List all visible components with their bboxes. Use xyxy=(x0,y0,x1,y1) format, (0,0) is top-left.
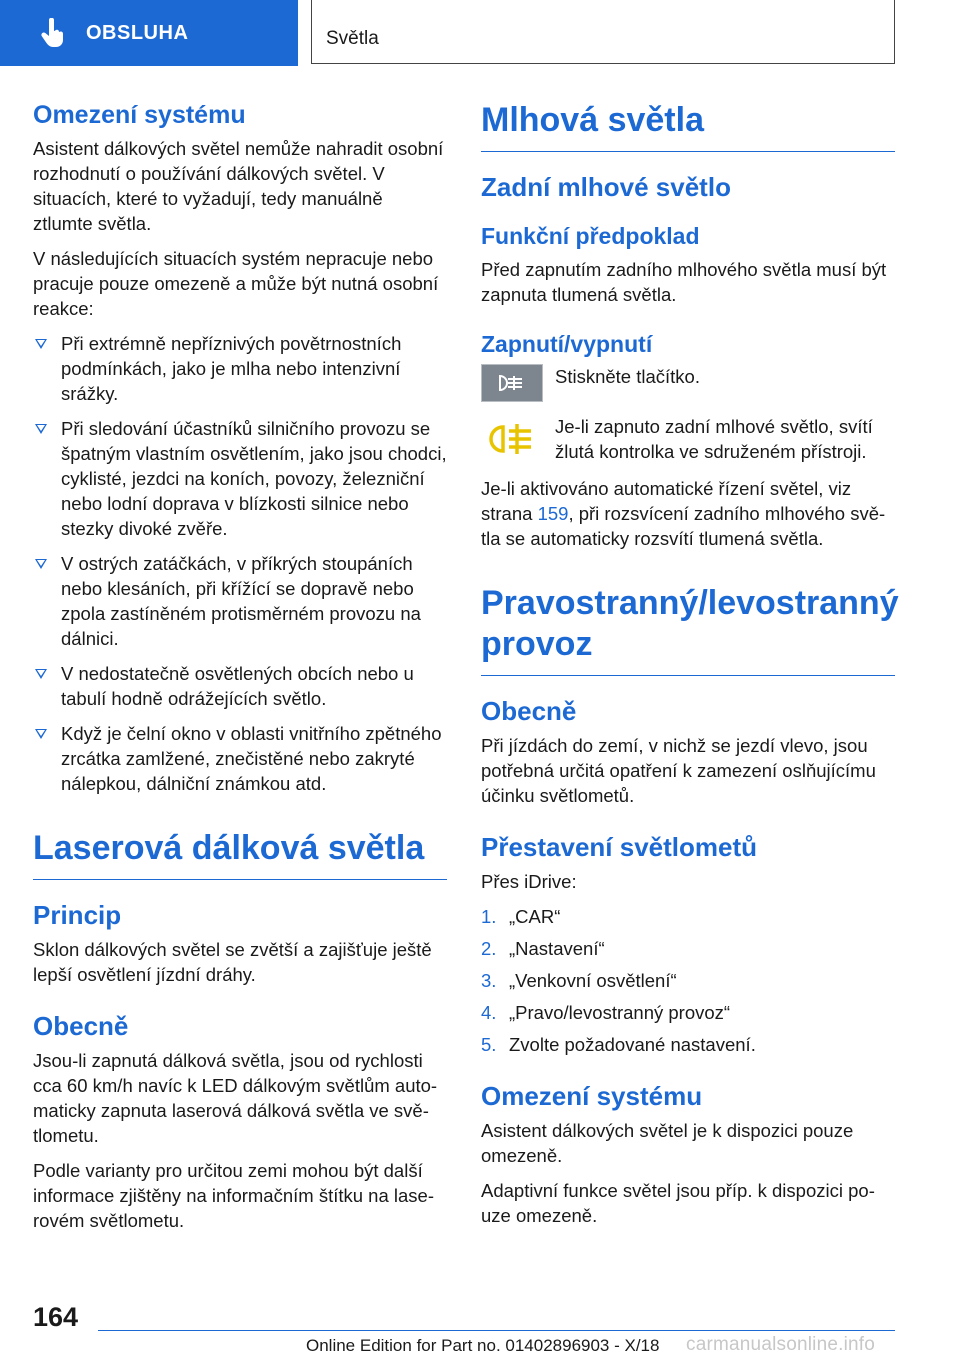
section-header-label: Světla xyxy=(326,28,379,49)
page-number: 164 xyxy=(33,1302,79,1332)
step-number: 2. xyxy=(481,938,497,960)
paragraph: Asistent dálkových světel je k dispozici pouze omezeně. xyxy=(481,1120,854,1167)
heading-laserova-svetla: Laserová dálková světla xyxy=(33,828,447,880)
paragraph-text: , při rozsvícení zadního mlhového světla se automaticky rozsvítí tlumená světla. xyxy=(481,503,886,550)
hand-pointer-icon xyxy=(40,18,66,48)
left-column xyxy=(33,100,447,1243)
rear-fog-light-icon xyxy=(492,371,532,395)
step-item xyxy=(481,1032,895,1057)
list-item-text: V ostrých zatáčkách, v příkrých stoupáních nebo klesáních, při křížící se dopravě nebo zpola zastíněném protisměrném provozu na dálnici. xyxy=(61,553,421,649)
heading-omezeni-systemu: Omezení systému xyxy=(33,101,246,129)
triangle-bullet-icon xyxy=(35,669,47,679)
heading-pravo-levostranny-provoz: Pravostranný/levostranný provoz xyxy=(481,583,895,676)
page-link-159[interactable]: 159 xyxy=(537,503,569,525)
list-item xyxy=(33,661,447,711)
heading-princip: Princip xyxy=(33,899,122,930)
list-item-text: V nedostatečně osvětlených obcích nebo u tabulí hodně odrážejících světlo. xyxy=(61,663,414,709)
right-column xyxy=(481,100,899,1238)
step-item xyxy=(481,936,895,961)
section-header xyxy=(311,0,895,64)
paragraph-text: Je-li aktivováno automatické řízení světel, viz strana xyxy=(481,478,852,525)
heading-obecne: Obecně xyxy=(481,695,577,726)
heading-funkcni-predpoklad: Funkční předpoklad xyxy=(481,222,700,249)
list-item xyxy=(33,721,447,796)
step-item xyxy=(481,904,895,929)
bullet-list xyxy=(33,331,447,796)
step-text: „Nastavení“ xyxy=(509,938,605,960)
heading-prestaveni-svetlometu: Přestavení světlometů xyxy=(481,831,758,862)
edition-text: Online Edition for Part no. 01402896903 - X/18 xyxy=(306,1336,660,1355)
steps-list xyxy=(481,904,895,1057)
triangle-bullet-icon xyxy=(35,559,47,569)
heading-omezeni-systemu: Omezení systému xyxy=(481,1081,703,1112)
rear-fog-indicator-lamp-icon xyxy=(481,414,543,464)
indicator-instruction xyxy=(481,414,895,464)
step-item xyxy=(481,968,895,993)
step-text: „Pravo/levostranný provoz“ xyxy=(509,1002,731,1024)
step-item xyxy=(481,1000,895,1025)
step-text: „CAR“ xyxy=(509,906,561,928)
paragraph: Před zapnutím zadního mlhového světla musí být zapnuta tlumená světla. xyxy=(481,258,887,305)
paragraph: Asistent dálkových světel nemůže nahradit osobní rozhodnutí o používání dálkových světel. V situacích, které to vyžadují, tedy manuálně ztlumte světla. xyxy=(33,138,444,234)
watermark: carmanualsonline.info xyxy=(686,1334,876,1355)
rear-fog-light-button-icon[interactable] xyxy=(481,364,543,402)
heading-mlhova-svetla: Mlhová světla xyxy=(481,100,895,152)
paragraph: Adaptivní funkce světel jsou příp. k dispozici pouze omezeně. xyxy=(481,1180,875,1227)
paragraph: V následujících situacích systém nepracuje nebo pracuje pouze omezeně a může být nutná osobní reakce: xyxy=(33,248,439,319)
paragraph xyxy=(481,476,895,551)
list-item xyxy=(33,331,447,406)
chapter-tab xyxy=(0,0,298,66)
triangle-bullet-icon xyxy=(35,424,47,434)
triangle-bullet-icon xyxy=(35,729,47,739)
step-text: Zvolte požadované nastavení. xyxy=(509,1034,756,1056)
paragraph: Podle varianty pro určitou zemi mohou být další informace zjištěny na informačním štítku na laserovém světlometu. xyxy=(33,1160,435,1232)
step-text: „Venkovní osvětlení“ xyxy=(509,970,677,992)
heading-zadni-mlhove-svetlo: Zadní mlhové světlo xyxy=(481,171,731,202)
footer-divider xyxy=(98,1330,895,1331)
heading-obecne: Obecně xyxy=(33,1010,129,1041)
paragraph: Přes iDrive: xyxy=(481,871,577,893)
button-instruction xyxy=(481,364,895,402)
step-number: 4. xyxy=(481,1002,497,1024)
chapter-tab-label: OBSLUHA xyxy=(86,21,189,44)
step-number: 3. xyxy=(481,970,497,992)
button-instruction-text: Stiskněte tlačítko. xyxy=(555,366,700,388)
indicator-instruction-text: Je-li zapnuto zadní mlhové světlo, svítí žlutá kontrolka ve sdruženém přístroji. xyxy=(555,416,873,463)
list-item-text: Při extrémně nepříznivých povětrnostních podmínkách, jako je mlha nebo intenzivní srážky. xyxy=(61,333,402,404)
step-number: 1. xyxy=(481,906,497,928)
heading-zapnuti-vypnuti: Zapnutí/vypnutí xyxy=(481,330,653,357)
list-item xyxy=(33,551,447,651)
paragraph: Sklon dálkových světel se zvětší a zajišťuje ještě lepší osvětlení jízdní dráhy. xyxy=(33,938,432,985)
list-item-text: Při sledování účastníků silničního provozu se špatným vlastním osvětlením, jako jsou chodci, cyklisté, jezdci na koních, povozy, železniční nebo lodní doprava v blízkosti silnice nebo stezky divoké zvěře. xyxy=(61,418,447,539)
paragraph: Jsou-li zapnutá dálková světla, jsou od rychlosti cca 60 km/h navíc k LED dálkovým světlům automaticky zapnuta laserová dálková světla ve světlometu. xyxy=(33,1050,438,1147)
step-number: 5. xyxy=(481,1034,497,1056)
list-item xyxy=(33,416,447,541)
paragraph: Při jízdách do zemí, v nichž se jezdí vlevo, jsou potřebná určitá opatření k zamezení oslňujícímu účinku světlometů. xyxy=(481,734,876,806)
list-item-text: Když je čelní okno v oblasti vnitřního zpětného zrcátka zamlžené, znečistěné nebo zakryté nálepkou, dálniční známkou atd. xyxy=(61,723,442,794)
triangle-bullet-icon xyxy=(35,339,47,349)
